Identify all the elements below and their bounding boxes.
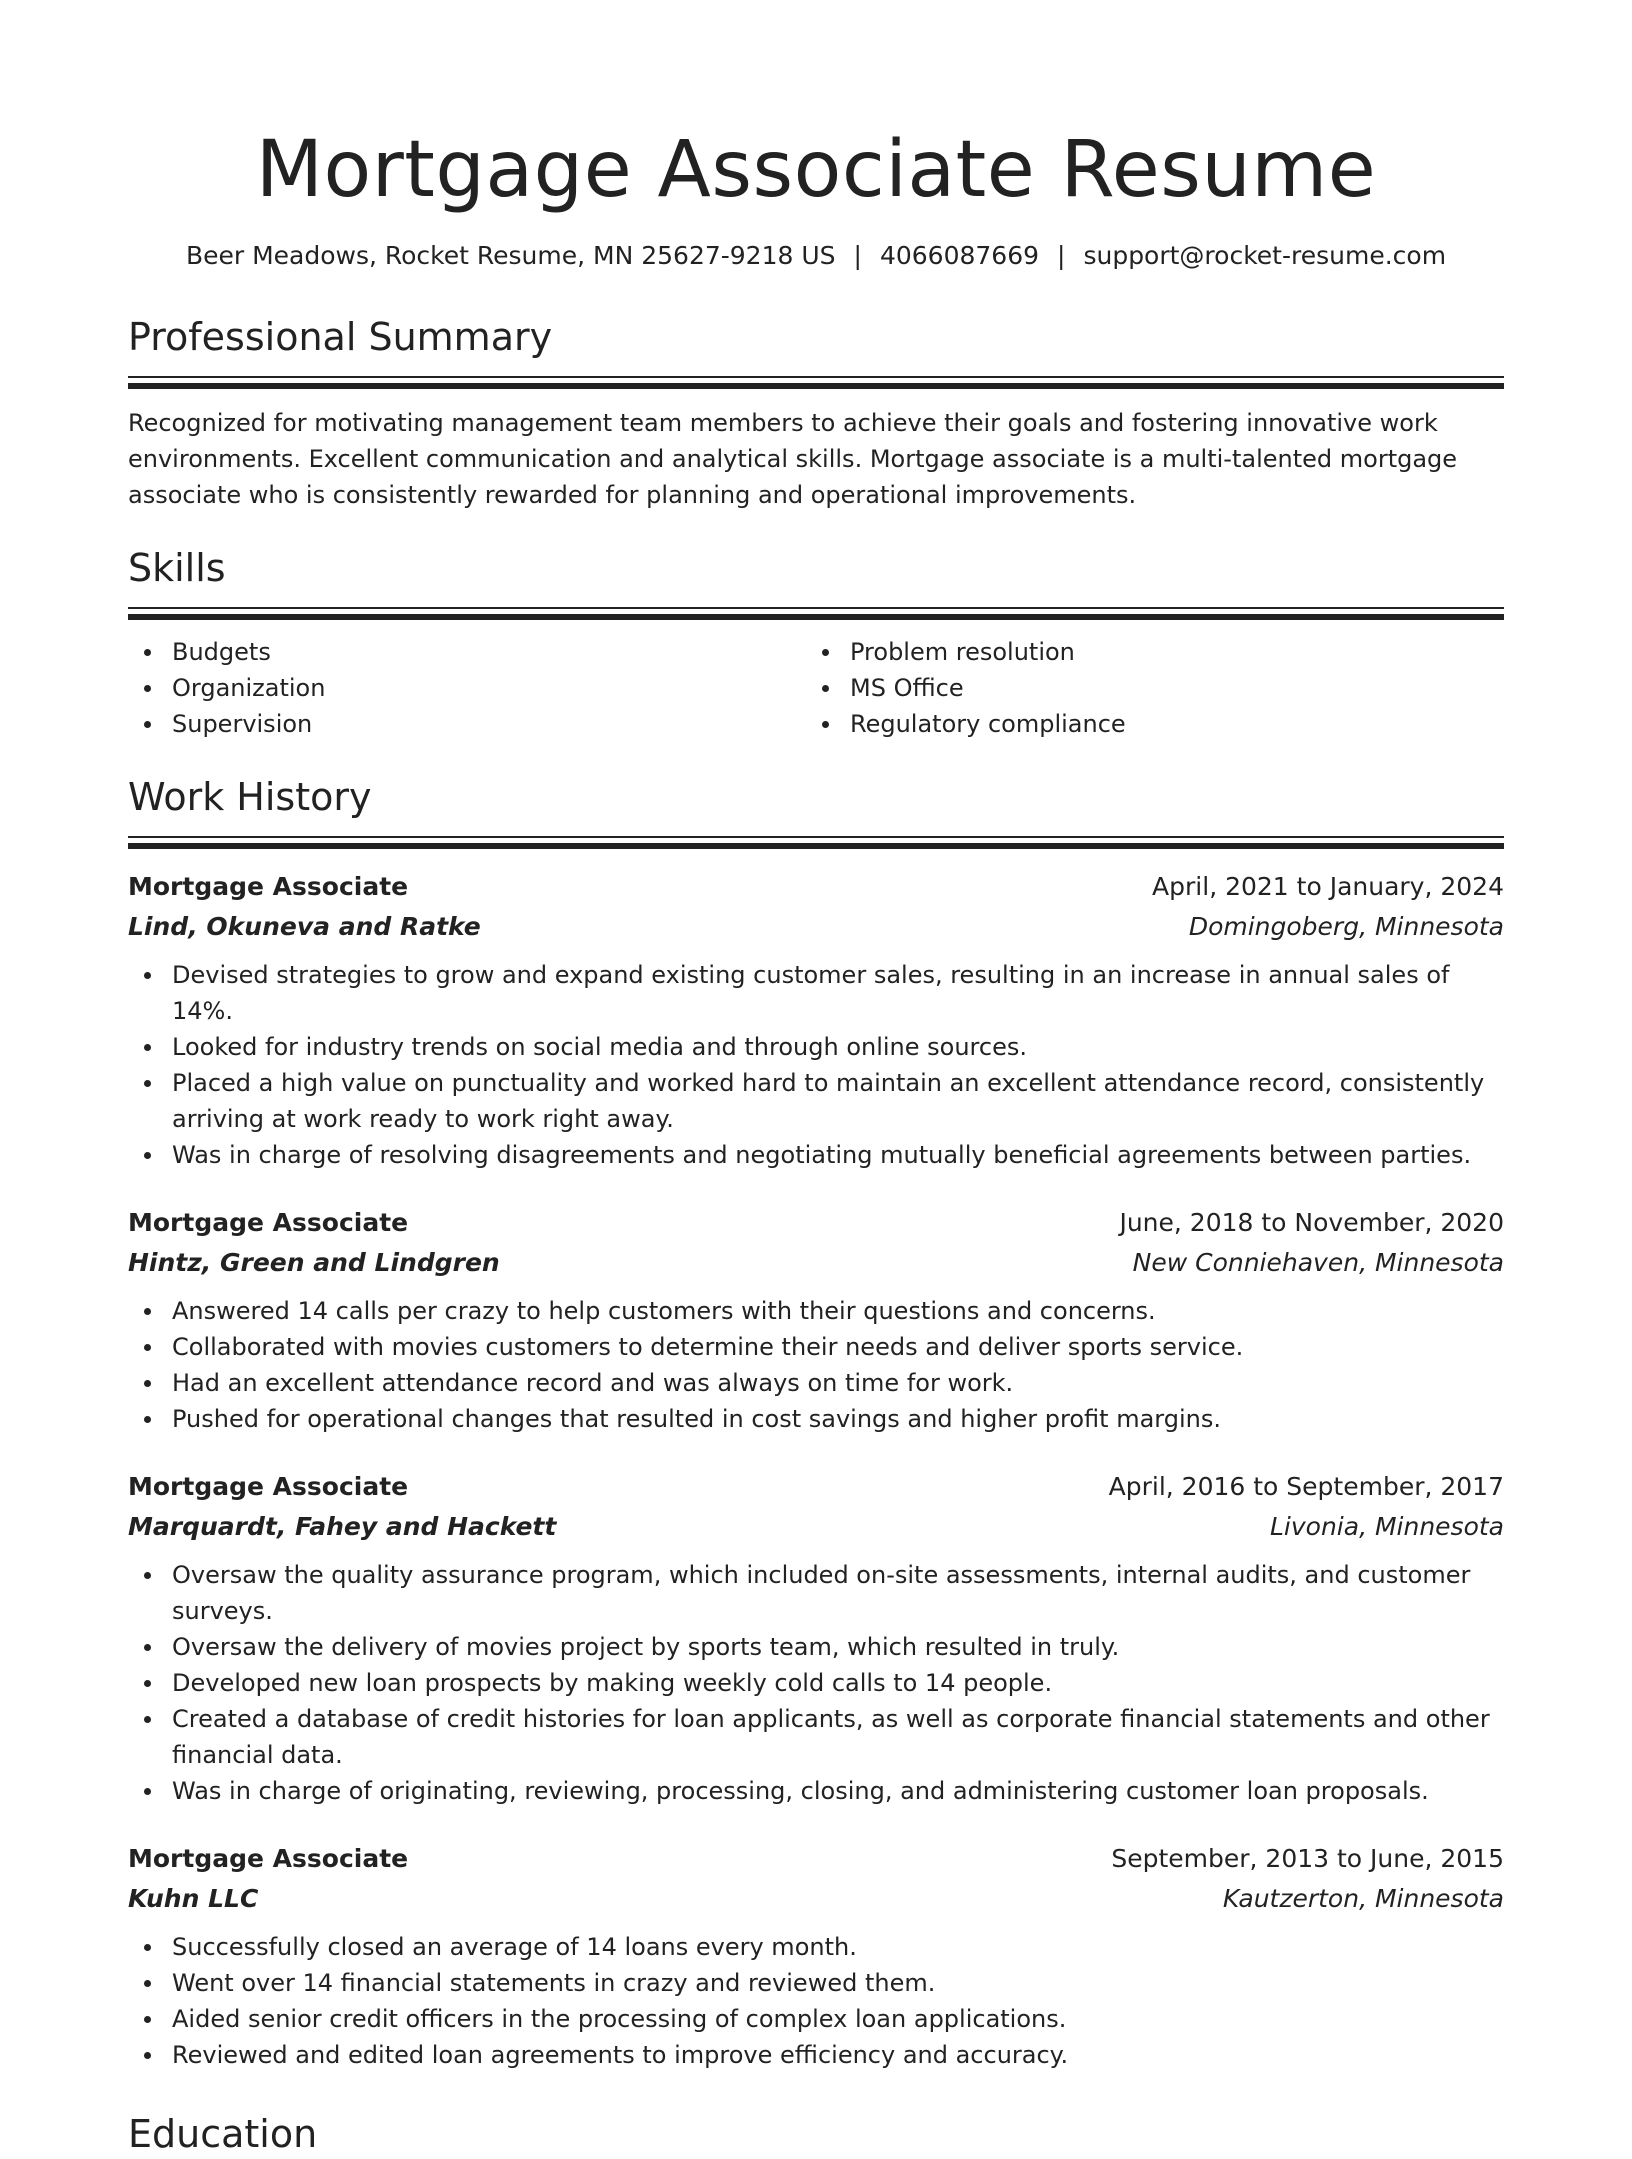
section-divider — [128, 836, 1504, 838]
job-location: New Conniehaven, Minnesota — [1132, 1248, 1504, 1277]
contact-phone: 4066087669 — [879, 241, 1040, 270]
job-dates: September, 2013 to June, 2015 — [1111, 1844, 1504, 1873]
contact-separator: | — [1057, 241, 1066, 270]
job-header — [128, 1203, 1504, 1243]
job-subheader — [128, 1243, 1504, 1283]
job-dates: April, 2016 to September, 2017 — [1108, 1472, 1504, 1501]
summary-section — [128, 312, 1504, 513]
job-bullet: Pushed for operational changes that resulted in cost savings and higher profit margins. — [128, 1401, 1504, 1437]
job-title: Mortgage Associate — [128, 1472, 409, 1501]
contact-address: Beer Meadows, Rocket Resume, MN 25627-9218 US — [185, 241, 836, 270]
job-subheader — [128, 1507, 1504, 1547]
job-bullets — [128, 957, 1504, 1173]
job-dates: April, 2021 to January, 2024 — [1152, 872, 1504, 901]
job-dates: June, 2018 to November, 2020 — [1119, 1208, 1504, 1237]
job-location: Domingoberg, Minnesota — [1188, 912, 1504, 941]
skill-item: Regulatory compliance — [806, 706, 1484, 742]
job-bullet: Aided senior credit officers in the processing of complex loan applications. — [128, 2001, 1504, 2037]
job-location: Livonia, Minnesota — [1270, 1512, 1504, 1541]
work-history-heading: Work History — [128, 775, 372, 819]
resume-page — [128, 0, 1504, 2159]
job-company: Hintz, Green and Lindgren — [128, 1248, 500, 1277]
summary-text: Recognized for motivating management team members to achieve their goals and fostering innovative work environments. Excellent communication and analytical skills. Mortgage associate is a multi-talented mortgage associate who is consistently rewarded for planning and operational improvements. — [128, 409, 1458, 509]
job-bullet: Developed new loan prospects by making weekly cold calls to 14 people. — [128, 1665, 1504, 1701]
skill-item: MS Office — [806, 670, 1484, 706]
job-header — [128, 1839, 1504, 1879]
job-subheader — [128, 907, 1504, 947]
contact-separator: | — [853, 241, 862, 270]
job-entry — [128, 1203, 1504, 1437]
skill-item: Problem resolution — [806, 634, 1484, 670]
job-bullets — [128, 1929, 1504, 2073]
skills-columns — [128, 634, 1504, 742]
job-bullet: Went over 14 financial statements in crazy and reviewed them. — [128, 1965, 1504, 2001]
skills-list-left — [128, 634, 806, 742]
resume-title: Mortgage Associate Resume — [255, 125, 1377, 215]
job-bullet: Was in charge of resolving disagreements and negotiating mutually beneficial agreements between parties. — [128, 1137, 1504, 1173]
job-bullet: Successfully closed an average of 14 loans every month. — [128, 1929, 1504, 1965]
job-bullet: Answered 14 calls per crazy to help customers with their questions and concerns. — [128, 1293, 1504, 1329]
job-header — [128, 867, 1504, 907]
skill-item: Budgets — [128, 634, 806, 670]
job-subheader — [128, 1879, 1504, 1919]
job-bullet: Looked for industry trends on social media and through online sources. — [128, 1029, 1504, 1065]
education-heading: Education — [128, 2112, 318, 2156]
summary-heading: Professional Summary — [128, 315, 553, 359]
job-bullet: Reviewed and edited loan agreements to improve efficiency and accuracy. — [128, 2037, 1504, 2073]
job-entry — [128, 1467, 1504, 1809]
job-bullet: Was in charge of originating, reviewing, processing, closing, and administering customer loan proposals. — [128, 1773, 1504, 1809]
job-bullet: Created a database of credit histories for loan applicants, as well as corporate financial statements and other financial data. — [128, 1701, 1504, 1773]
work-history-section — [128, 772, 1504, 2073]
job-bullet: Oversaw the delivery of movies project by sports team, which resulted in truly. — [128, 1629, 1504, 1665]
job-bullet: Collaborated with movies customers to determine their needs and deliver sports service. — [128, 1329, 1504, 1365]
skills-section — [128, 543, 1504, 742]
skills-heading: Skills — [128, 546, 226, 590]
job-title: Mortgage Associate — [128, 872, 409, 901]
job-company: Kuhn LLC — [128, 1884, 259, 1913]
job-entry — [128, 867, 1504, 1173]
skill-item: Organization — [128, 670, 806, 706]
job-title: Mortgage Associate — [128, 1844, 409, 1873]
job-company: Lind, Okuneva and Ratke — [128, 912, 481, 941]
education-section — [128, 2109, 1504, 2159]
section-divider-thick — [128, 843, 1504, 849]
job-bullet: Devised strategies to grow and expand existing customer sales, resulting in an increase in annual sales of 14%. — [128, 957, 1504, 1029]
job-title: Mortgage Associate — [128, 1208, 409, 1237]
job-bullet: Placed a high value on punctuality and worked hard to maintain an excellent attendance record, consistently arriving at work ready to work right away. — [128, 1065, 1504, 1137]
contact-email: support@rocket-resume.com — [1083, 241, 1447, 270]
section-divider — [128, 607, 1504, 609]
section-divider-thick — [128, 383, 1504, 389]
job-header — [128, 1467, 1504, 1507]
contact-line — [128, 240, 1504, 272]
skills-list-right — [806, 634, 1484, 742]
job-bullets — [128, 1557, 1504, 1809]
job-bullet: Had an excellent attendance record and was always on time for work. — [128, 1365, 1504, 1401]
job-bullet: Oversaw the quality assurance program, which included on-site assessments, internal audits, and customer surveys. — [128, 1557, 1504, 1629]
section-divider-thick — [128, 614, 1504, 620]
job-location: Kautzerton, Minnesota — [1222, 1884, 1504, 1913]
skill-item: Supervision — [128, 706, 806, 742]
job-company: Marquardt, Fahey and Hackett — [128, 1512, 557, 1541]
job-entry — [128, 1839, 1504, 2073]
section-divider — [128, 376, 1504, 378]
job-bullets — [128, 1293, 1504, 1437]
